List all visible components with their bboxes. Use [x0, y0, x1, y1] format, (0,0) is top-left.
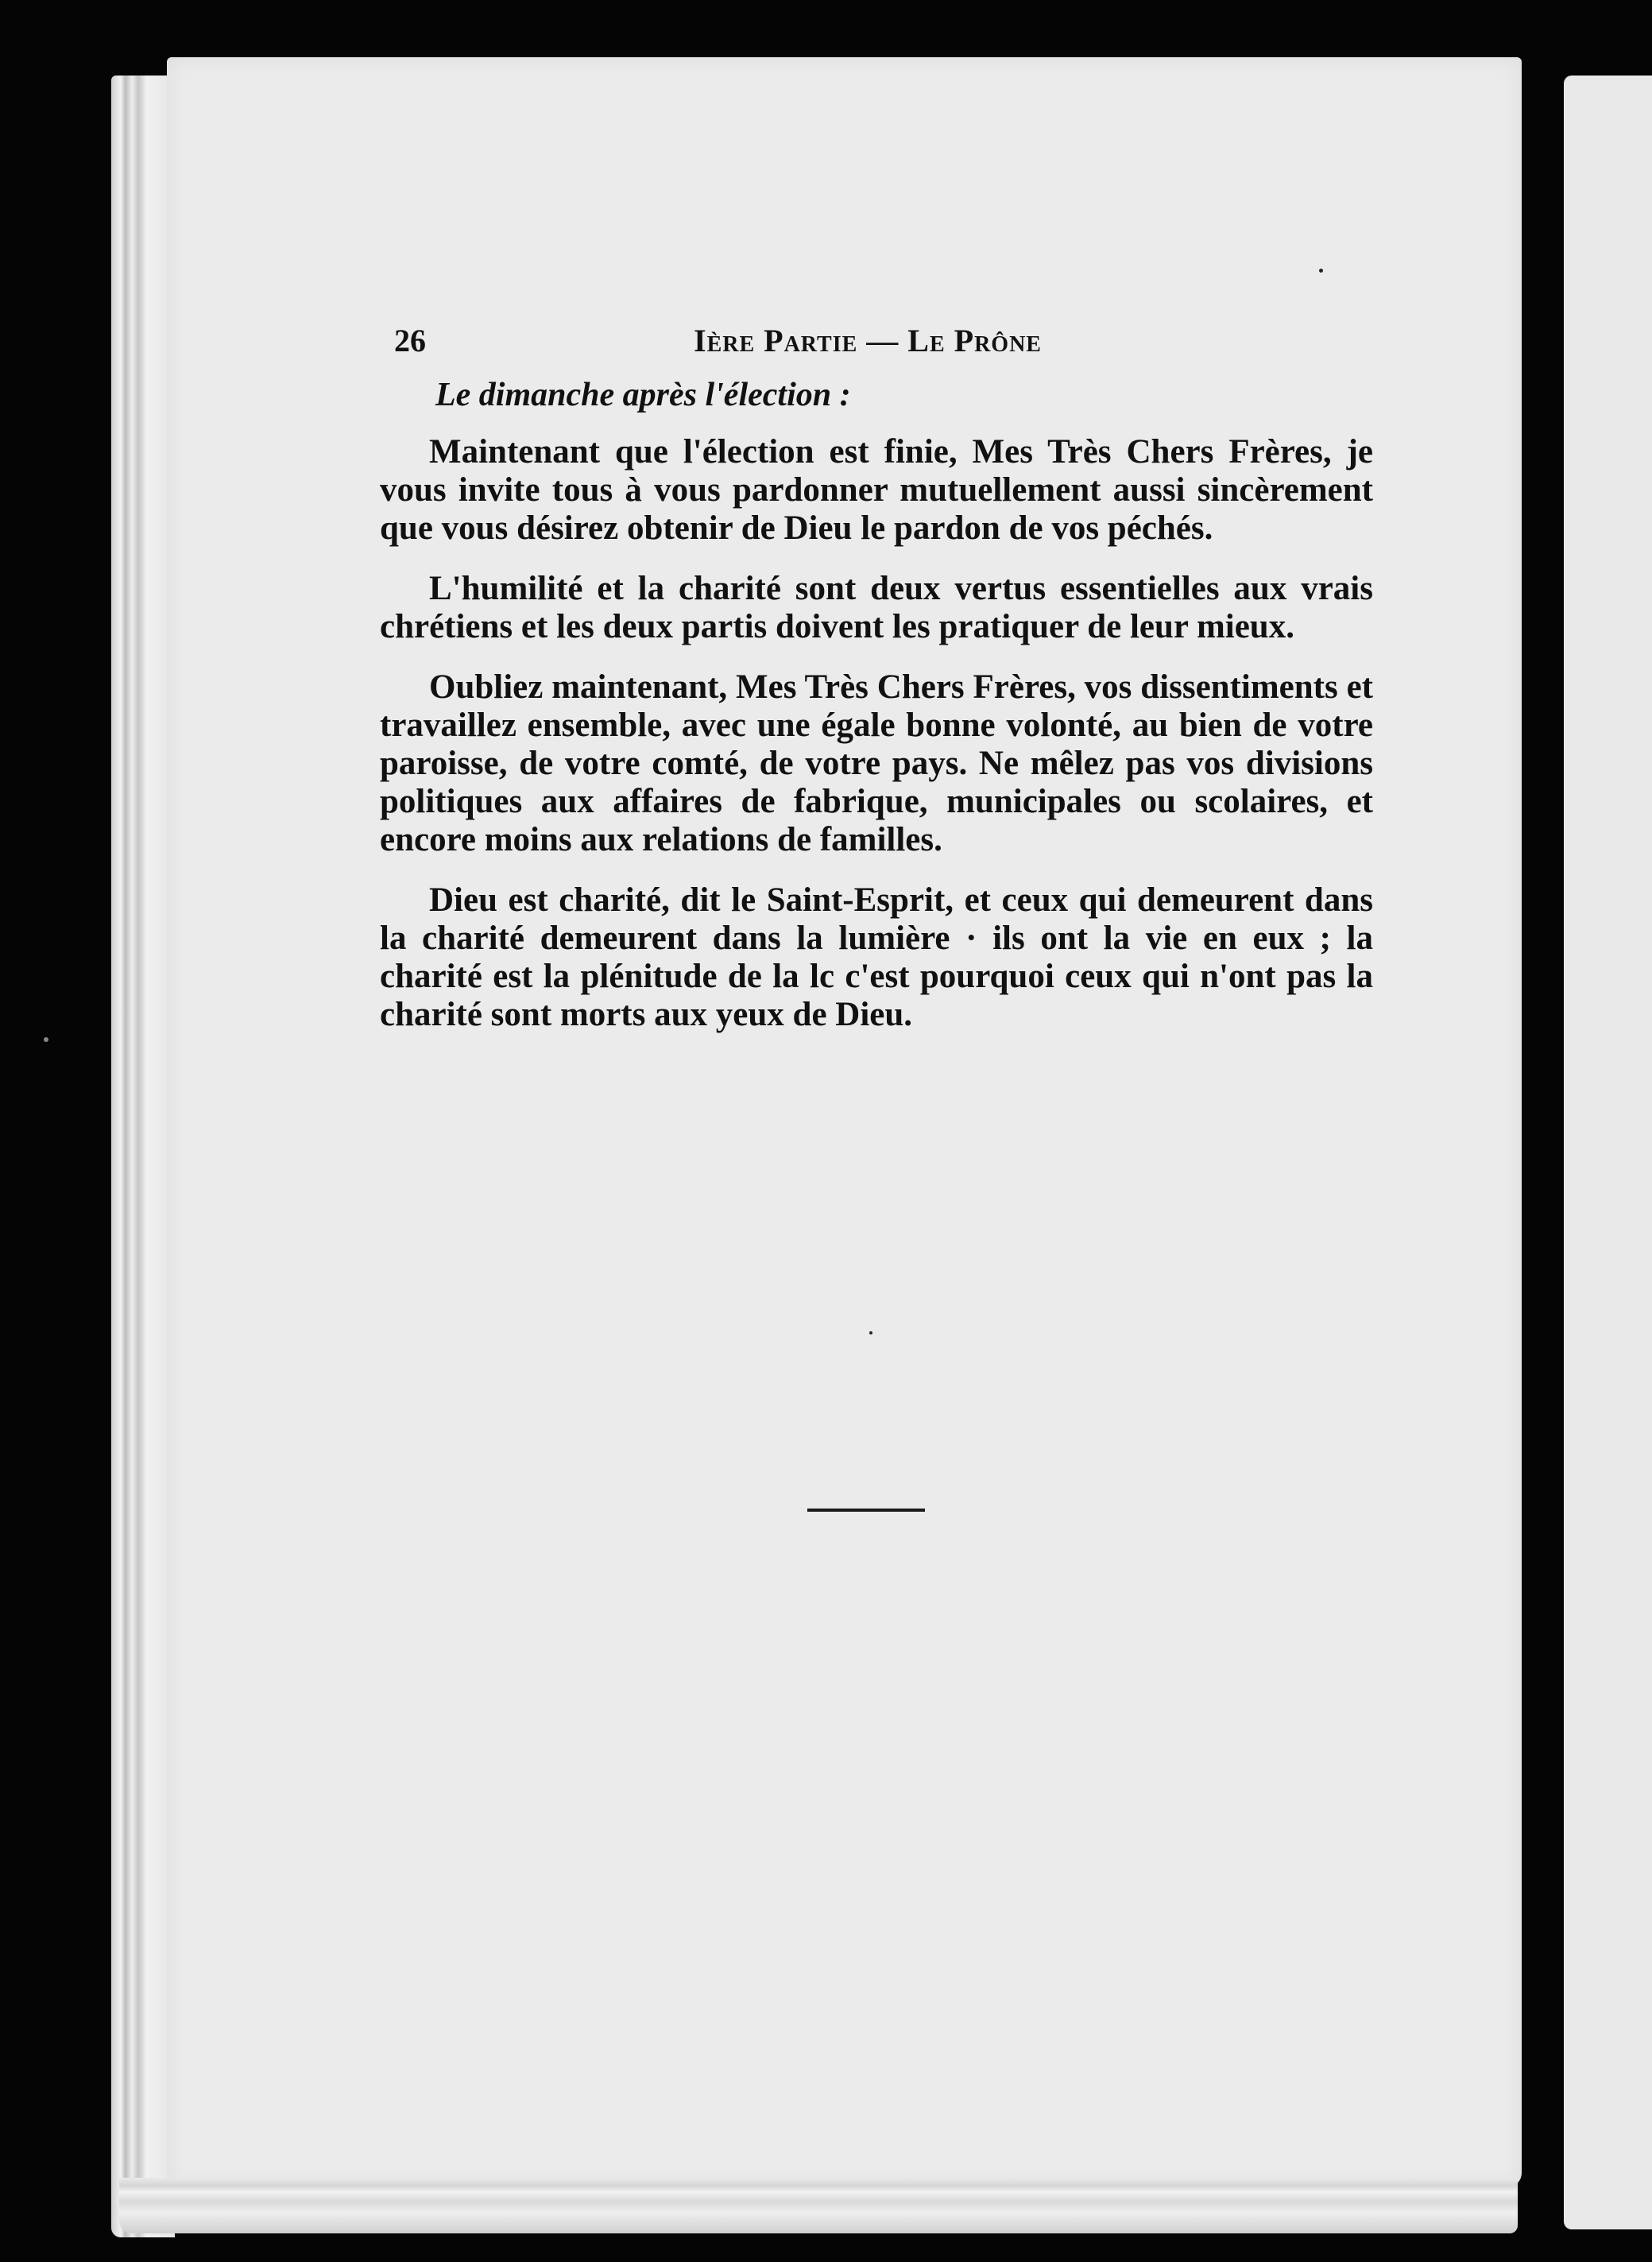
paragraph: Oubliez maintenant, Mes Très Chers Frères, vos dissentiments et travaillez ensemble, avec une égale bonne volonté, au bien de votre paroisse, de votre comté, de votre pays. Ne mêlez pas vos divisions politiques aux affaires de fabrique, municipales ou scolaires, et encore moins aux relations de familles. — [380, 668, 1373, 858]
ink-speck — [869, 1331, 872, 1334]
page-number: 26 — [394, 323, 426, 358]
page-bottom-edge — [119, 2178, 1518, 2233]
ink-speck — [1319, 269, 1323, 273]
running-title: Ière Partie — Le Prône — [694, 323, 1042, 358]
paragraph: Maintenant que l'élection est finie, Mes Très Chers Frères, je vous invite tous à vous pardonner mutuellement aussi sincèrement que vous désirez obtenir de Dieu le pardon de vos péchés. — [380, 433, 1373, 547]
text-block — [380, 314, 1373, 1056]
facing-page — [1564, 76, 1652, 2229]
paragraph: Dieu est charité, dit le Saint-Esprit, et ceux qui demeurent dans la charité demeurent dans la lumière · ils ont la vie en eux ; la charité est la plénitude de la lc c'est pourquoi ceux qui n'ont pas la charité sont morts aux yeux de Dieu. — [380, 881, 1373, 1033]
paragraph: L'humilité et la charité sont deux vertus essentielles aux vrais chrétiens et les deux partis doivent les pratiquer de leur mieux. — [380, 570, 1373, 645]
page-stack-edge — [111, 76, 175, 2237]
running-head — [380, 314, 1373, 362]
dust-speck — [44, 1037, 48, 1042]
closing-rule — [807, 1509, 925, 1512]
section-subheading: Le dimanche après l'élection : — [435, 377, 851, 413]
